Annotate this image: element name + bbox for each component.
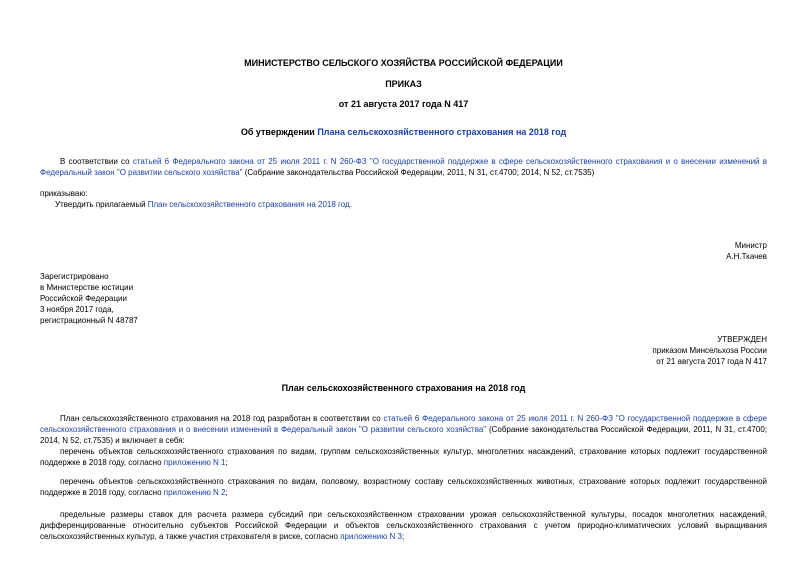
order-type-heading: ПРИКАЗ [385,79,422,89]
prikazyvayu-text: приказываю: [40,189,88,198]
registration-line-3: Российской Федерации [40,294,127,303]
approved-block [567,334,767,367]
ministry-heading: МИНИСТЕРСТВО СЕЛЬСКОГО ХОЗЯЙСТВА РОССИЙСКОЙ ФЕДЕРАЦИИ [244,58,563,68]
preamble-text-end: (Собрание законодательства Российской Федерации, 2011, N 31, ст.4700; 2014, N 52, ст.7535) [242,168,595,177]
registration-line-1: Зарегистрировано [40,272,109,281]
plan-item-2-end: ; [225,488,228,497]
plan-intro-paragraph [40,413,767,446]
plan-item-1-text: перечень объектов сельскохозяйственного страхования по видам, группам сельскохозяйственных культур, многолетних насаждений, страхование которых подлежит государственной поддержке в 2018 году, согласно [40,447,767,467]
registration-line-2: в Министерстве юстиции [40,283,134,292]
law-article-link[interactable]: статьей 6 Федерального закона от 25 июля 2011 г. N 260-ФЗ "О государственной поддержке в сфере сельскохозяйственного страхования и о внесении изменений в Федеральный закон "О развитии сельского хозяйства" [40,157,767,177]
plan-law-link[interactable]: статьей 6 Федерального закона от 25 июля 2011 г. N 260-ФЗ "О государственной поддержке в сфере сельскохозяйственного страхования и о внесении изменений в Федеральный закон "О развитии сельского хозяйства" [40,414,767,434]
registration-line-5: регистрационный N 48787 [40,316,138,325]
order-title [40,127,767,138]
plan-title: План сельскохозяйственного страхования на 2018 год [281,383,526,393]
order-date-heading: от 21 августа 2017 года N 417 [338,99,469,109]
approved-line-3: от 21 августа 2017 года N 417 [656,357,767,366]
preamble-text-start: В соответствии со [60,157,133,166]
approve-plan-link[interactable]: План сельскохозяйственного страхования на 2018 год [147,200,350,209]
approved-line-1: УТВЕРЖДЕН [717,335,767,344]
plan-item-1-end: ; [225,458,228,467]
plan-intro-start: План сельскохозяйственного страхования на 2018 год разработан в соответствии со [60,414,384,423]
registration-line-4: 3 ноября 2017 года, [40,305,114,314]
appendix-3-link[interactable]: приложению N 3 [340,532,402,541]
plan-item-2 [40,476,767,498]
appendix-2-link[interactable]: приложению N 2 [163,488,226,497]
plan-item-2-text: перечень объектов сельскохозяйственного страхования по видам, половому, возрастному составу сельскохозяйственных животных, страхование которых подлежит государственной поддержке в 2018 году, согласно [40,477,767,497]
appendix-1-link[interactable]: приложению N 1 [163,458,226,467]
signature-name: А.Н.Ткачев [726,252,767,261]
order-title-prefix: Об утверждении [240,127,318,137]
plan-item-3-end: ; [401,532,405,541]
approve-suffix: . [349,200,352,209]
approved-line-2: приказом Минсельхоза России [652,346,767,355]
approve-prefix: Утвердить прилагаемый [55,200,148,209]
signature-block [567,240,767,262]
plan-intro-end: (Собрание законодательства Российской Федерации, 2011, N 31, ст.4700; 2014, N 52, ст.7535) и включает в себя: [40,425,767,445]
plan-item-3-text: предельные размеры ставок для расчета размера субсидий при сельскохозяйственном страховании урожая сельскохозяйственной культуры, посадок многолетних насаждений, дифференцированные относительно субъектов Российской Федерации и объектов сельскохозяйственного страхования с учетом природно-климатических условий выращивания сельскохозяйственных культур, а также участия страхователя в риске, согласно [40,510,767,541]
plan-title-link[interactable]: Плана сельскохозяйственного страхования на 2018 год [317,127,567,137]
signature-position: Министр [734,241,767,250]
approve-paragraph [55,199,352,210]
preamble-paragraph [40,156,767,178]
plan-item-3 [40,509,767,542]
plan-item-1 [40,446,767,468]
registration-block [40,271,138,326]
